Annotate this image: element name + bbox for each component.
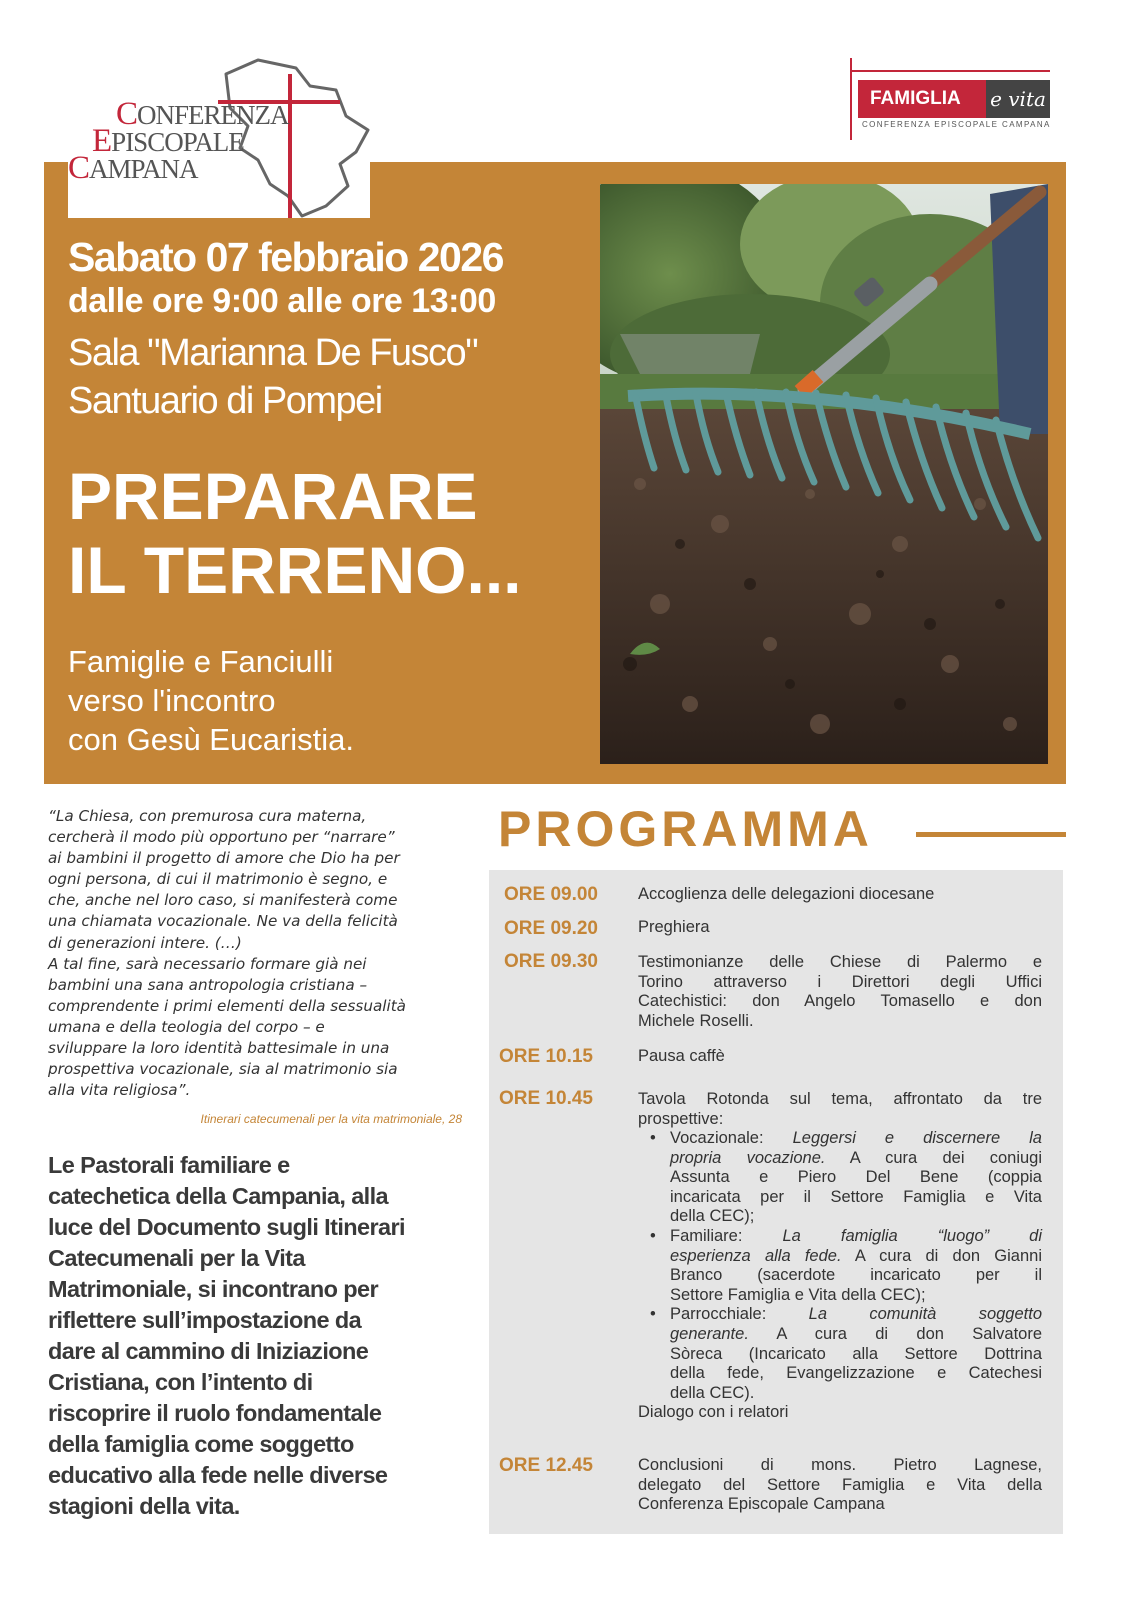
- schedule-text: Preghiera: [638, 918, 710, 936]
- list-item: • Familiare: La famiglia “luogo” di esperienza alla fede. A cura di don Gianni Branco (sacerdote incaricato per il Settore Famiglia e Vita della CEC);: [640, 1227, 1042, 1305]
- schedule-text: Pausa caffè: [638, 1047, 725, 1065]
- logo-famiglia: FAMIGLIA: [870, 88, 961, 109]
- quote-line: di generazioni intere. (…): [48, 933, 242, 952]
- description-line: Matrimoniale, si incontrano per: [48, 1276, 379, 1302]
- quote-line: A tal fine, sarà necessario formare già nei: [48, 954, 367, 973]
- logo-bar: [858, 80, 1050, 118]
- quote-line: umana e della teologia del corpo – e: [48, 1017, 325, 1036]
- subtitle-line: con Gesù Eucaristia.: [68, 722, 355, 757]
- list-item: • Vocazionale: Leggersi e discernere la propria vocazione. A cura dei coniugi Assunta e Piero Del Bene (coppia incaricata per il Settore Famiglia e Vita della CEC);: [640, 1129, 1042, 1227]
- quote-line: che, anche nel loro caso, si manifesterà come: [48, 891, 398, 910]
- quote-line: bambini una sana antropologia cristiana –: [48, 975, 368, 994]
- description-line: riscoprire il ruolo fondamentale: [48, 1400, 382, 1426]
- schedule-item: [638, 885, 1042, 905]
- quote-line: sviluppare la loro identità battesimale in una: [48, 1039, 390, 1058]
- round-table-list: [640, 1129, 1042, 1403]
- schedule-text: Conclusioni di mons. Pietro Lagnese,: [638, 1456, 1042, 1474]
- schedule-time: ORE 09.30: [504, 951, 598, 972]
- schedule-text: prospettive:: [638, 1109, 724, 1128]
- rake-soil-photo: [600, 184, 1048, 764]
- schedule-text: Dialogo con i relatori: [638, 1403, 789, 1421]
- description-line: catechetica della Campania, alla: [48, 1183, 389, 1209]
- schedule-text: Catechistici: don Angelo Tomasello e don: [638, 992, 1042, 1011]
- description-line: riflettere sull’impostazione da: [48, 1307, 362, 1333]
- event-date: Sabato 07 febbraio 2026: [68, 234, 503, 280]
- logo-vita: e vita: [986, 80, 1050, 118]
- schedule-text: Tavola Rotonda sul tema, affrontato da tre: [638, 1090, 1042, 1108]
- event-subtitle: [68, 642, 354, 759]
- quote-line: comprendente i primi elementi della sessualità: [48, 996, 406, 1015]
- cec-logo-text: CONFERENZA EPISCOPALE CAMPANA: [68, 96, 289, 186]
- schedule-text: Testimonianze delle Chiese di Palermo e: [638, 953, 1042, 971]
- schedule-item: [638, 1403, 1042, 1423]
- schedule-item: [638, 953, 1042, 1031]
- subtitle-line: verso l'incontro: [68, 683, 276, 718]
- quote-block: [48, 806, 468, 1101]
- schedule-time: ORE 09.00: [504, 884, 598, 905]
- logo-subtitle: CONFERENZA EPISCOPALE CAMPANA: [862, 120, 1051, 129]
- description-line: luce del Documento sugli Itinerari: [48, 1214, 405, 1240]
- programma-title: PROGRAMMA: [498, 801, 873, 857]
- description-line: Le Pastorali familiare e: [48, 1152, 290, 1178]
- schedule-time: ORE 10.45: [499, 1088, 593, 1109]
- event-title-line1: PREPARARE: [68, 459, 478, 533]
- description-line: educativo alla fede nelle diverse: [48, 1462, 388, 1488]
- quote-line: prospettiva vocazionale, sia al matrimonio sia: [48, 1060, 398, 1079]
- quote-line: “La Chiesa, con premurosa cura materna,: [48, 807, 367, 825]
- schedule-time: ORE 12.45: [499, 1455, 593, 1476]
- description-line: Catecumenali per la Vita: [48, 1245, 305, 1271]
- schedule-time: ORE 09.20: [504, 918, 598, 939]
- event-banner: [44, 162, 1066, 784]
- famiglia-vita-logo: [850, 58, 1060, 142]
- schedule-item: [638, 1090, 1042, 1129]
- logo-cross-horizontal: [850, 70, 1050, 72]
- event-venue: Sala "Marianna De Fusco": [68, 332, 478, 374]
- schedule-text: Conferenza Episcopale Campana: [638, 1495, 885, 1514]
- schedule-time: ORE 10.15: [499, 1046, 593, 1067]
- event-location: Santuario di Pompei: [68, 380, 382, 422]
- schedule-text: delegato del Settore Famiglia e Vita della: [638, 1475, 1042, 1494]
- description-line: stagioni della vita.: [48, 1493, 240, 1519]
- schedule-text: Accoglienza delle delegazioni diocesane: [638, 885, 935, 903]
- schedule-item: [638, 1047, 1042, 1067]
- description-line: della famiglia come soggetto: [48, 1431, 354, 1457]
- schedule-text: Michele Roselli.: [638, 1011, 754, 1030]
- quote-line: ogni persona, di cui il matrimonio è segno, e: [48, 870, 388, 889]
- event-title-line2: IL TERRENO...: [68, 533, 522, 607]
- quote-source: Itinerari catecumenali per la vita matrimoniale, 28: [200, 1112, 462, 1126]
- description-line: Cristiana, con l’intento di: [48, 1369, 313, 1395]
- quote-line: una chiamata vocazionale. Ne va della felicità: [48, 912, 398, 931]
- subtitle-line: Famiglie e Fanciulli: [68, 644, 334, 679]
- description-line: dare al cammino di Iniziazione: [48, 1338, 369, 1364]
- list-item: • Parrocchiale: La comunità soggetto generante. A cura di don Salvatore Sòreca (Incaricato alla Settore Dottrina della fede, Evangelizzazione e Catechesi della CEC).: [640, 1305, 1042, 1403]
- schedule-item: [638, 918, 1042, 938]
- programma-rule: [916, 832, 1066, 837]
- schedule-text: Torino attraverso i Direttori degli Uffici: [638, 972, 1042, 991]
- event-time: dalle ore 9:00 alle ore 13:00: [68, 282, 496, 320]
- quote-line: ai bambini il progetto di amore che Dio ha per: [48, 849, 400, 868]
- schedule-item: [638, 1456, 1042, 1515]
- description: [48, 1150, 468, 1522]
- quote-line: cercherà il modo più opportuno per “narrare”: [48, 828, 395, 847]
- quote-line: alla vita religiosa”.: [48, 1081, 191, 1100]
- cec-logo: [68, 56, 370, 218]
